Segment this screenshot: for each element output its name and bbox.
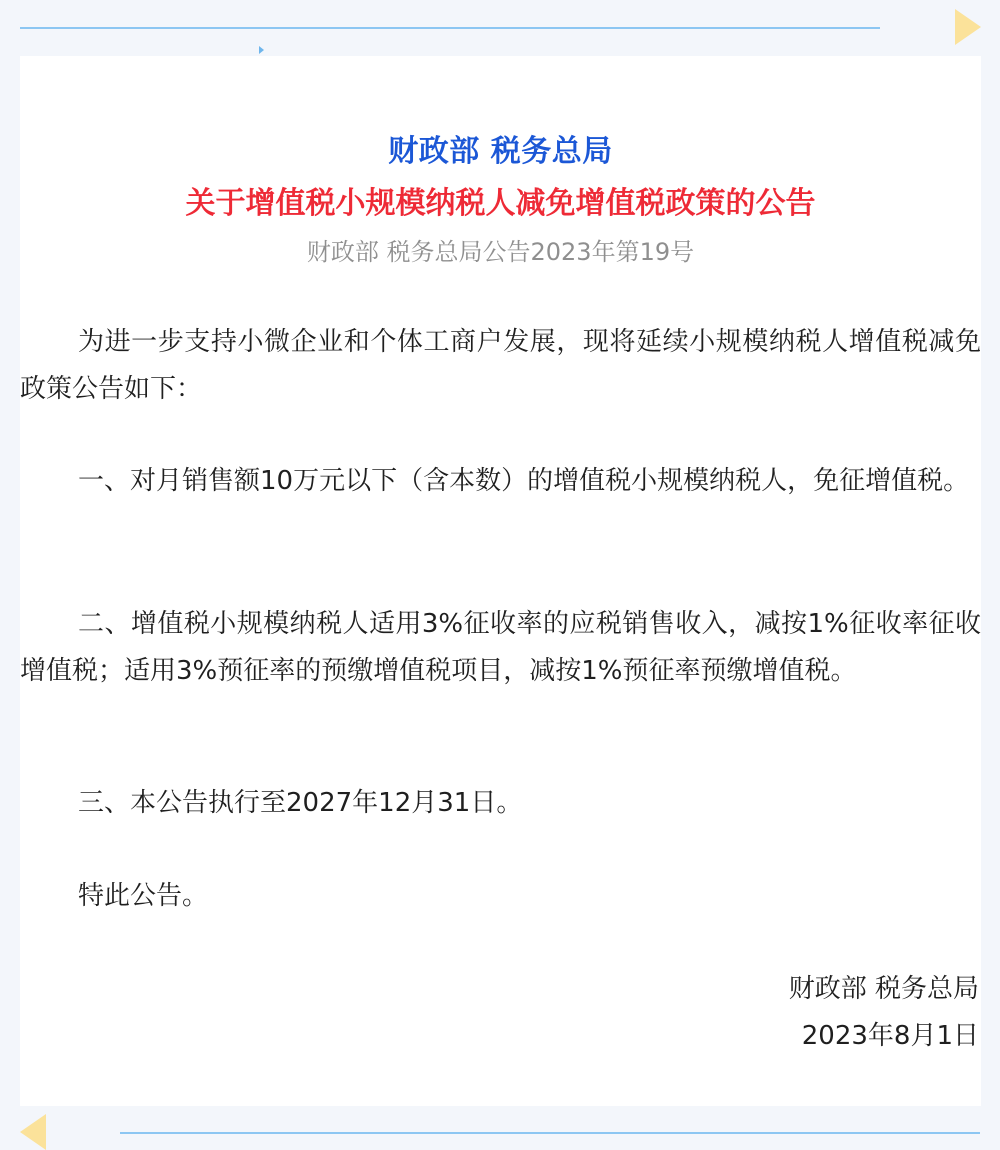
triangle-left-icon bbox=[20, 1114, 46, 1150]
announcement-title: 关于增值税小规模纳税人减免增值税政策的公告 bbox=[185, 186, 816, 221]
body-paragraph-intro: 为进一步支持小微企业和个体工商户发展，现将延续小规模纳税人增值税减免政策公告如下： bbox=[20, 327, 981, 404]
triangle-right-icon bbox=[955, 9, 981, 45]
bottom-decor-line bbox=[120, 1132, 980, 1134]
announcement-document bbox=[20, 56, 981, 1106]
body-paragraph-item-1: 一、对月销售额10万元以下（含本数）的增值税小规模纳税人，免征增值税。 bbox=[78, 466, 970, 496]
issue-date: 2023年8月1日 bbox=[801, 1021, 979, 1051]
document-number: 财政部 税务总局公告2023年第19号 bbox=[306, 238, 695, 266]
top-decor-line bbox=[20, 27, 880, 29]
body-paragraph-item-3: 三、本公告执行至2027年12月31日。 bbox=[78, 788, 523, 818]
issuer-heading: 财政部 税务总局 bbox=[388, 134, 613, 169]
small-arrow-icon bbox=[259, 46, 264, 54]
body-paragraph-item-2: 二、增值税小规模纳税人适用3%征收率的应税销售收入，减按1%征收率征收增值税；适用3%预征率的预缴增值税项目，减按1%预征率预缴增值税。 bbox=[20, 609, 981, 686]
signer: 财政部 税务总局 bbox=[788, 974, 979, 1004]
body-paragraph-closing: 特此公告。 bbox=[78, 881, 209, 911]
